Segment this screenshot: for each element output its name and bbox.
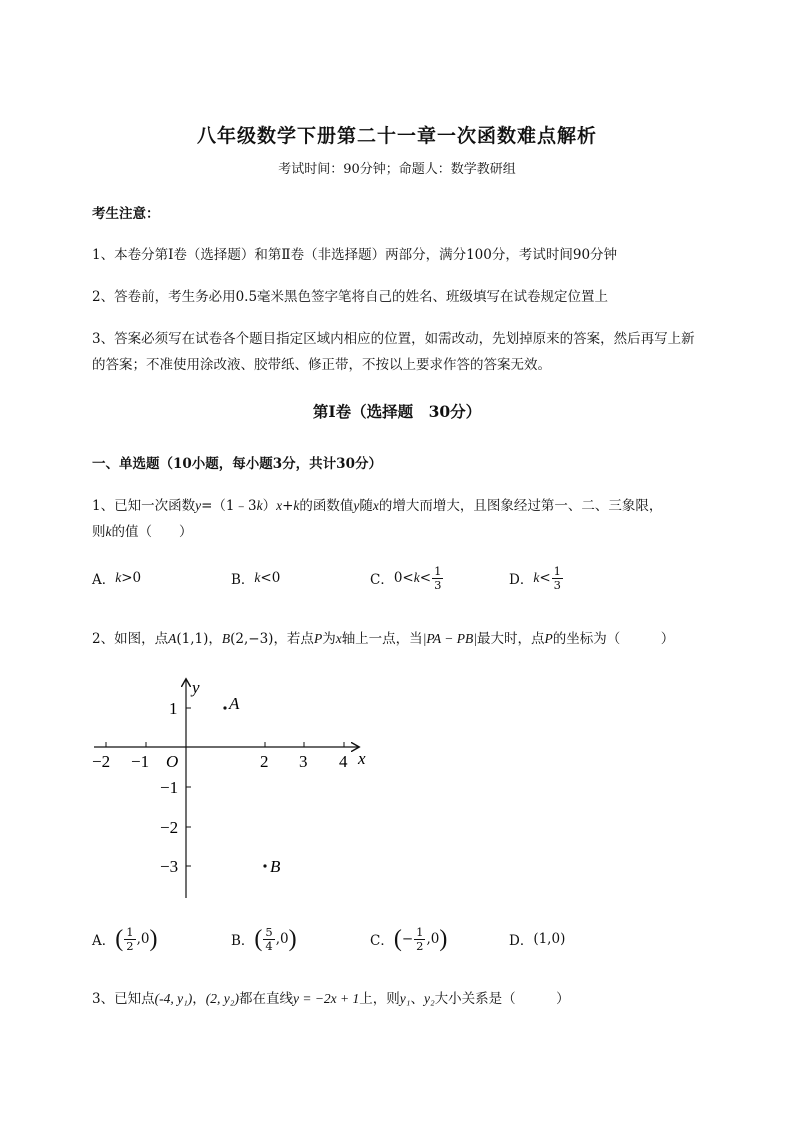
q1-var-k2: k <box>293 498 300 513</box>
q2-point-a: A <box>168 631 177 646</box>
q2-a-coord: (1,1) <box>176 631 209 647</box>
q1-option-b-label: B． <box>231 572 255 588</box>
document-title: 八年级数学下册第二十一章一次函数难点解析 <box>196 125 597 147</box>
q3-post: 大小关系是（ ） <box>434 991 570 1007</box>
q2-option-b[interactable] <box>231 922 297 956</box>
q2-point-b: B <box>221 631 231 646</box>
y-tick-label: −1 <box>160 778 179 797</box>
q1-option-d-var: k <box>533 570 540 585</box>
left-paren: ( <box>115 925 124 952</box>
q3-point-2: (2, y₂) <box>205 991 239 1006</box>
q1-option-c-rel: < <box>419 570 432 586</box>
q1-option-c-fraction <box>432 565 443 590</box>
q2-mid2: 为 <box>322 631 336 647</box>
q2-option-a-num: 1 <box>126 925 134 940</box>
q2-option-a[interactable] <box>92 922 157 956</box>
question-1-text <box>92 494 662 514</box>
q3-mid: 都在直线 <box>238 991 293 1007</box>
q1-option-b-value: <0 <box>260 570 281 586</box>
q1-option-d-den: 3 <box>553 577 561 592</box>
q2-sep: ， <box>208 631 222 647</box>
q1-option-b-var: k <box>254 570 261 585</box>
point-a-dot <box>223 706 226 709</box>
q1-option-d-label: D． <box>509 572 534 588</box>
q1-option-b[interactable] <box>231 563 280 593</box>
q1-option-a[interactable] <box>92 563 141 593</box>
q1-eq: =（1﹣3 <box>201 498 257 514</box>
question-1-text-line2 <box>92 520 193 540</box>
right-paren: ) <box>439 925 448 952</box>
q1-option-c-var: k <box>413 570 420 585</box>
x-tick-label: 2 <box>260 752 269 771</box>
point-b-dot <box>263 864 266 867</box>
q2-option-b-num: 5 <box>265 925 273 940</box>
point-b-label: B <box>270 857 281 876</box>
notice-item-2: 2、答卷前，考生务必用0.5毫米黑色签字笔将自己的姓名、班级填写在试卷规定位置上 <box>92 289 609 305</box>
q1-option-c[interactable] <box>370 563 444 593</box>
q1-option-d-fraction <box>552 565 563 590</box>
x-axis-label: x <box>358 749 366 768</box>
q1-var-k3: k <box>105 524 112 539</box>
q1-plus: + <box>282 498 294 514</box>
y-tick-label: 1 <box>169 699 178 718</box>
q2-option-b-label: B． <box>231 933 255 949</box>
y-tick-label: −2 <box>160 818 179 837</box>
q2-option-c-fraction <box>414 926 425 951</box>
q2-option-c-label: C． <box>370 933 394 949</box>
question-3-text <box>92 987 570 1007</box>
question-2-text <box>92 627 674 647</box>
q2-mid3: 轴上一点，当 <box>341 631 423 647</box>
q3-sep: ， <box>192 991 206 1007</box>
y-tick-label: −3 <box>160 857 179 876</box>
right-paren: ) <box>149 925 158 952</box>
q2-option-d[interactable] <box>509 922 565 956</box>
q2-mid5: 的坐标为（ ） <box>552 631 675 647</box>
left-paren: ( <box>254 925 263 952</box>
q1-option-d-num: 1 <box>553 564 561 579</box>
q2-mid: ，若点 <box>273 631 314 647</box>
q1-option-a-label: A． <box>92 572 116 588</box>
q2-mid4: 最大时，点 <box>476 631 545 647</box>
q1-option-a-var: k <box>115 570 122 585</box>
q2-pre: 2、如图，点 <box>92 631 169 647</box>
x-tick-label: −2 <box>92 752 111 771</box>
exam-info: 考试时间：90分钟；命题人：数学教研组 <box>278 162 516 177</box>
q2-var-x: x <box>335 631 342 646</box>
q2-option-a-den: 2 <box>126 938 134 953</box>
q2-option-c[interactable] <box>370 922 447 956</box>
q1-option-d[interactable] <box>509 563 564 593</box>
q3-line-equation: y = −2x + 1 <box>292 991 360 1006</box>
q2-point-p2: P <box>544 631 553 646</box>
coordinate-graph <box>88 668 378 903</box>
q2-point-p: P <box>313 631 323 646</box>
q2-option-c-den: 2 <box>416 938 424 953</box>
section-title: 第I卷（选择题 30分） <box>312 402 482 421</box>
q1-var-y: y <box>195 498 202 513</box>
q2-option-b-tail: ,0 <box>275 931 289 947</box>
x-tick-label: 4 <box>339 752 348 771</box>
q3-pre: 3、已知点 <box>92 991 155 1007</box>
q2-option-b-den: 4 <box>265 938 273 953</box>
part-heading: 一、单选题（10小题，每小题3分，共计30分） <box>92 456 382 472</box>
q1-mid: 的函数值 <box>299 498 354 514</box>
q2-option-b-fraction <box>263 926 274 951</box>
q2-option-a-fraction <box>124 926 135 951</box>
q1-option-c-den: 3 <box>434 577 442 592</box>
q2-option-c-tail: ,0 <box>426 931 440 947</box>
q2-option-a-tail: ,0 <box>136 931 150 947</box>
q3-y1: y₁ <box>399 991 411 1006</box>
q3-y2: y₂ <box>423 991 435 1006</box>
x-tick-label: −1 <box>131 752 150 771</box>
q1-mid2: 随 <box>359 498 373 514</box>
point-a-label: A <box>229 694 240 713</box>
q2-abs-expression: |PA − PB| <box>422 631 477 646</box>
notice-heading: 考生注意： <box>92 206 160 222</box>
origin-label: O <box>166 752 179 771</box>
q1-var-x2: x <box>372 498 379 513</box>
q1-line2a: 则 <box>92 524 106 540</box>
y-axis-label: y <box>192 678 200 697</box>
q1-close: ） <box>262 498 277 514</box>
q1-var-y2: y <box>353 498 360 513</box>
q1-var-k: k <box>256 498 263 513</box>
notice-item-3: 3、答案必须写在试卷各个题目指定区域内相应的位置，如需改动，先划掉原来的答案，然后再写上新 <box>92 331 695 347</box>
q2-option-c-minus: − <box>401 931 414 947</box>
q1-option-a-value: >0 <box>121 570 142 586</box>
q2-option-c-num: 1 <box>416 925 424 940</box>
x-tick-label: 3 <box>299 752 308 771</box>
left-paren: ( <box>393 925 402 952</box>
q1-option-c-label: C． <box>370 572 394 588</box>
q2-b-coord: (2,−3) <box>230 631 274 647</box>
q3-mid3: 、 <box>410 991 424 1007</box>
right-paren: ) <box>288 925 297 952</box>
notice-item-3-continued: 的答案；不准使用涂改液、胶带纸、修正带，不按以上要求作答的答案无效。 <box>92 357 551 373</box>
q1-pre: 1、已知一次函数 <box>92 498 196 514</box>
q3-mid2: 上，则 <box>359 991 400 1007</box>
q1-option-c-pre: 0< <box>393 570 414 586</box>
q1-mid3: 的增大而增大，且图象经过第一、二、三象限， <box>378 498 663 514</box>
q2-option-d-value: (1,0) <box>533 931 566 947</box>
q1-option-d-rel: < <box>539 570 551 586</box>
q2-option-d-label: D． <box>509 933 534 949</box>
q3-point-1: (-4, y₁) <box>154 991 193 1006</box>
q1-line2b: 的值（ ） <box>111 524 193 540</box>
q2-option-a-label: A． <box>92 933 116 949</box>
q1-option-c-num: 1 <box>434 564 442 579</box>
q1-var-x: x <box>276 498 283 513</box>
notice-item-1: 1、本卷分第I卷（选择题）和第Ⅱ卷（非选择题）两部分，满分100分，考试时间90分钟 <box>92 247 618 263</box>
